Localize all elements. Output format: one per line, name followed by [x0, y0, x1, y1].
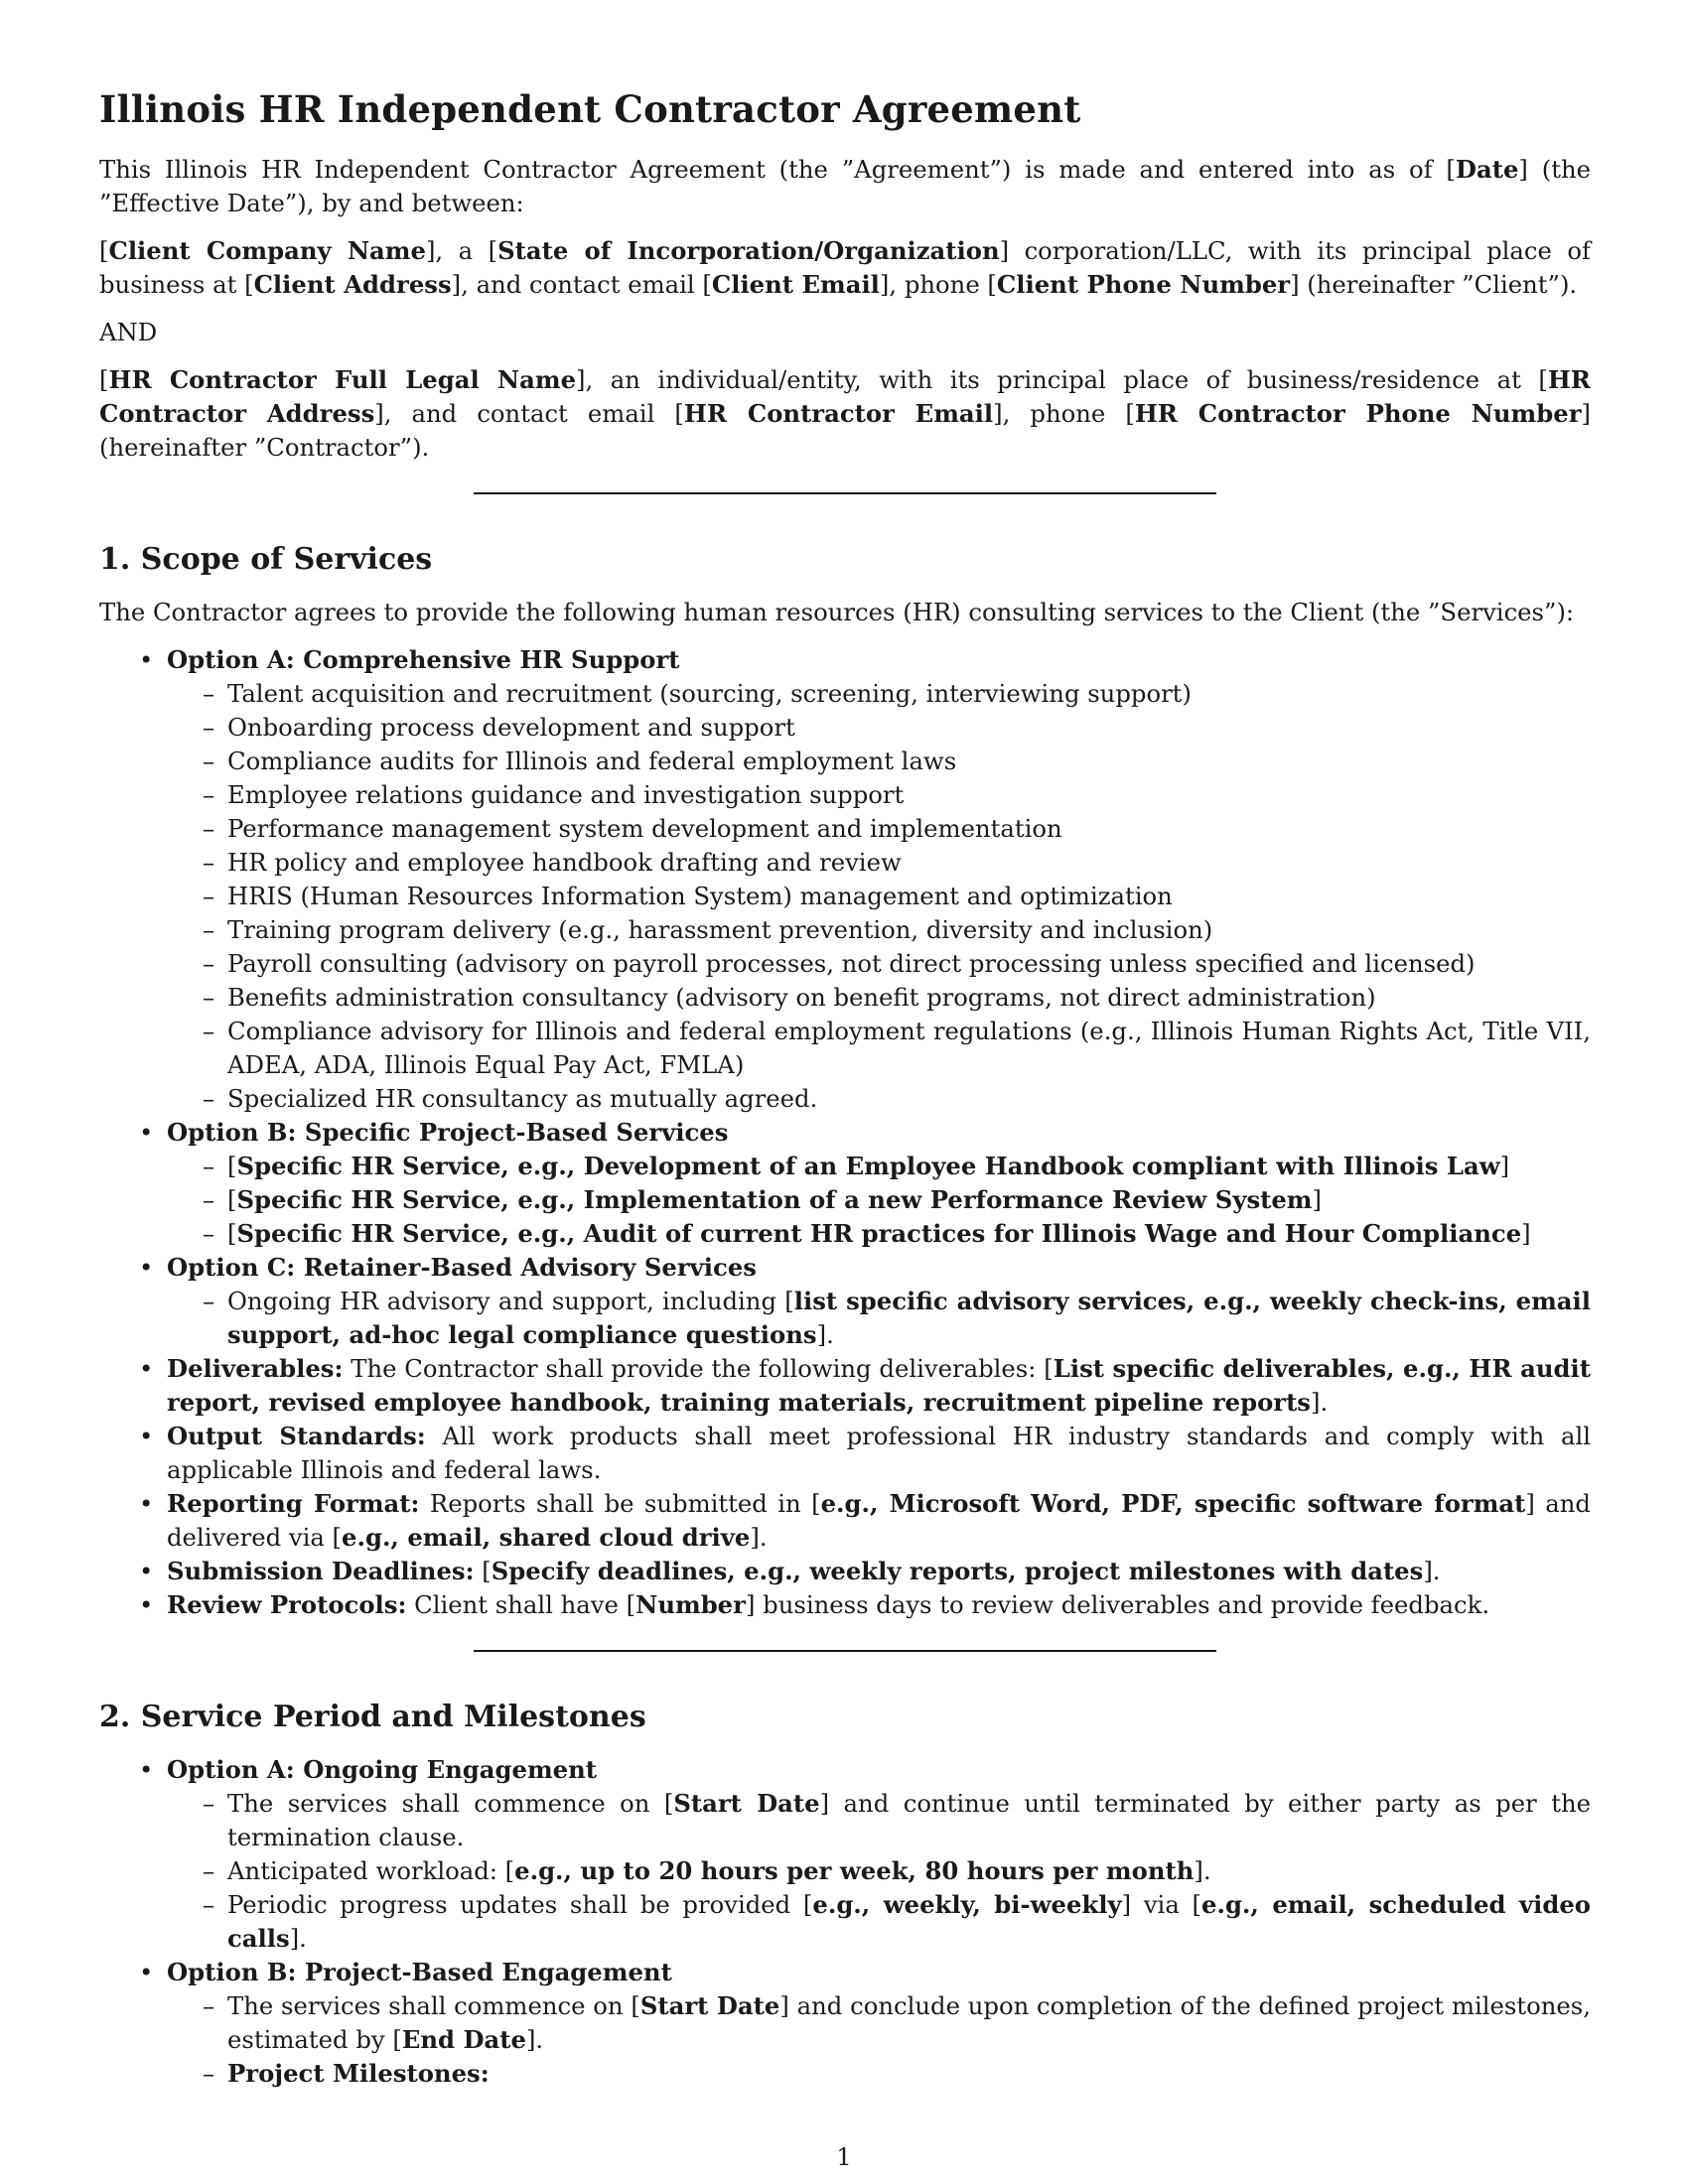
service-period-list — [99, 1753, 1591, 2091]
list-item: – Anticipated workload: [e.g., up to 20 hours per week, 80 hours per month]. — [227, 1854, 1591, 1888]
document-title: Illinois HR Independent Contractor Agreement — [99, 87, 1081, 131]
section-2-heading: 2. Service Period and Milestones — [99, 1700, 646, 1734]
list-item: – Compliance advisory for Illinois and federal employment regulations (e.g., Illinois Human Rights Act, Title VII, ADEA, ADA, Illinois Equal Pay Act, FMLA) — [227, 1015, 1591, 1082]
list-item: – The services shall commence on [Start Date] and conclude upon completion of the defined project milestones, estimated by [End Date]. — [227, 1989, 1591, 2057]
list-item: – HR policy and employee handbook drafting and review — [227, 846, 1591, 880]
list-item: • Option A: Comprehensive HR Support – Talent acquisition and recruitment (sourcing, screening, interviewing support) – Onboarding process development and support – Compliance audits for Illinois and federal employment laws – Employee relations guidance and investigation support – Performance management system development and implementation – HR policy and employee handbook drafting and review – HRIS (Human Resources Information System) management and optimization – Training program delivery (e.g., harassment prevention, diversity and inclusion) – Payroll consulting (advisory on payroll processes, not direct processing unless specified and licensed) – Benefits administration consultancy (advisory on benefit programs, not direct administration) – Compliance advisory for Illinois and federal employment regulations (e.g., Illinois Human Rights Act, Title VII, ADEA, ADA, Illinois Equal Pay Act, FMLA) – Specialized HR consultancy as mutually agreed. — [167, 643, 1591, 1116]
option-b-sublist — [167, 1989, 1591, 2091]
option-b-sublist — [167, 1150, 1591, 1251]
list-item: – Project Milestones: — [227, 2057, 1591, 2091]
list-item: – Talent acquisition and recruitment (sourcing, screening, interviewing support) — [227, 677, 1591, 711]
option-a-sublist — [167, 1787, 1591, 1956]
document-body — [99, 87, 1591, 2091]
list-item: – Performance management system development and implementation — [227, 812, 1591, 846]
list-item: – Periodic progress updates shall be provided [e.g., weekly, bi-weekly] via [e.g., email, scheduled video calls]. — [227, 1888, 1591, 1956]
option-a-sublist — [167, 677, 1591, 1116]
horizontal-divider — [474, 492, 1216, 494]
list-item: – Ongoing HR advisory and support, including [list specific advisory services, e.g., weekly check-ins, email support, ad-hoc legal compliance questions]. — [227, 1285, 1591, 1352]
list-item: – Training program delivery (e.g., harassment prevention, diversity and inclusion) — [227, 913, 1591, 947]
list-item: – Payroll consulting (advisory on payroll processes, not direct processing unless specified and licensed) — [227, 947, 1591, 981]
page-number: 1 — [836, 2143, 852, 2171]
list-item: • Option B: Specific Project-Based Services – [Specific HR Service, e.g., Development of an Employee Handbook compliant with Illinois Law] – [Specific HR Service, e.g., Implementation of a new Performance Review System] – [Specific HR Service, e.g., Audit of current HR practices for Illinois Wage and Hour Compliance] — [167, 1116, 1591, 1251]
list-item: – Compliance audits for Illinois and federal employment laws — [227, 745, 1591, 778]
list-item: – HRIS (Human Resources Information System) management and optimization — [227, 880, 1591, 913]
option-c-sublist — [167, 1285, 1591, 1352]
list-item: • Review Protocols: Client shall have [Number] business days to review deliverables and provide feedback. — [167, 1588, 1591, 1622]
list-item: – Onboarding process development and support — [227, 711, 1591, 745]
list-item: • Option C: Retainer-Based Advisory Services – Ongoing HR advisory and support, including [list specific advisory services, e.g., weekly check-ins, email support, ad-hoc legal compliance questions]. — [167, 1251, 1591, 1352]
intro-paragraph: This Illinois HR Independent Contractor Agreement (the ”Agreement”) is made and entered into as of [Date] (the ”Effective Date”), by and between: — [99, 155, 1591, 217]
list-item: – [Specific HR Service, e.g., Development of an Employee Handbook compliant with Illinois Law] — [227, 1150, 1591, 1183]
section-1-heading: 1. Scope of Services — [99, 542, 433, 577]
scope-list — [99, 643, 1591, 1622]
list-item: – Benefits administration consultancy (advisory on benefit programs, not direct administration) — [227, 981, 1591, 1015]
and-separator: AND — [99, 318, 158, 346]
client-party-paragraph: [Client Company Name], a [State of Incorporation/Organization] corporation/LLC, with its principal place of business at [Client Address], and contact email [Client Email], phone [Client Phone Number] (hereinafter ”Client”). — [99, 236, 1591, 299]
list-item: • Submission Deadlines: [Specify deadlines, e.g., weekly reports, project milestones with dates]. — [167, 1555, 1591, 1588]
list-item: • Option A: Ongoing Engagement – The services shall commence on [Start Date] and continue until terminated by either party as per the termination clause. – Anticipated workload: [e.g., up to 20 hours per week, 80 hours per month]. – Periodic progress updates shall be provided [e.g., weekly, bi-weekly] via [e.g., email, scheduled video calls]. — [167, 1753, 1591, 1956]
list-item: • Reporting Format: Reports shall be submitted in [e.g., Microsoft Word, PDF, specific software format] and delivered via [e.g., email, shared cloud drive]. — [167, 1487, 1591, 1555]
list-item: – The services shall commence on [Start Date] and continue until terminated by either party as per the termination clause. — [227, 1787, 1591, 1854]
list-item: • Deliverables: The Contractor shall provide the following deliverables: [List specific deliverables, e.g., HR audit report, revised employee handbook, training materials, recruitment pipeline reports]. — [167, 1352, 1591, 1420]
contractor-party-paragraph: [HR Contractor Full Legal Name], an individual/entity, with its principal place of business/residence at [HR Contractor Address], and contact email [HR Contractor Email], phone [HR Contractor Phone Number] (hereinafter ”Contractor”). — [99, 365, 1591, 462]
list-item: – [Specific HR Service, e.g., Implementation of a new Performance Review System] — [227, 1183, 1591, 1217]
list-item: – Specialized HR consultancy as mutually agreed. — [227, 1082, 1591, 1116]
section-1-intro: The Contractor agrees to provide the following human resources (HR) consulting services to the Client (the ”Services”): — [99, 598, 1575, 626]
list-item: • Option B: Project-Based Engagement – The services shall commence on [Start Date] and conclude upon completion of the defined project milestones, estimated by [End Date]. – Project Milestones: — [167, 1956, 1591, 2091]
list-item: – [Specific HR Service, e.g., Audit of current HR practices for Illinois Wage and Hour Compliance] — [227, 1217, 1591, 1251]
horizontal-divider — [474, 1650, 1216, 1652]
list-item: – Employee relations guidance and investigation support — [227, 778, 1591, 812]
list-item: • Output Standards: All work products shall meet professional HR industry standards and comply with all applicable Illinois and federal laws. — [167, 1420, 1591, 1487]
